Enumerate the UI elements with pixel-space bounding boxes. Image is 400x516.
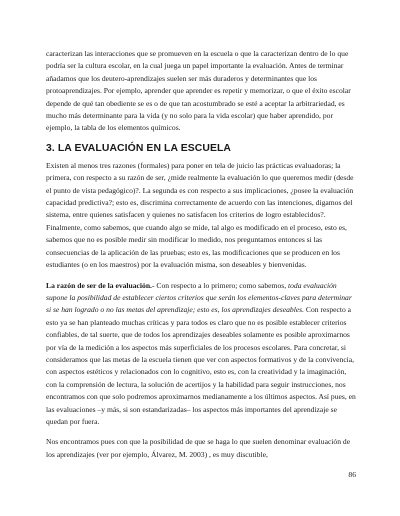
section-heading: 3. LA EVALUACIÓN EN LA ESCUELA (46, 142, 232, 154)
page-number: 86 (348, 470, 356, 479)
paragraph-final: Nos encontramos pues con que la posibilidad de que se haga lo que suelen denominar evaluación de los aprendizajes (ver por ejemplo, Álvarez, M. 2003) , es muy discutible, (46, 437, 351, 459)
paragraph-text-b: Con respecto a esto ya se han planteado muchas críticas y para todos es claro que no es posible establecer criterios confiables, de tal suerte, que de todos los aprendizajes deseables solamente es posible aproximarnos por vía de la medición a los aspectos más superficiales de los procesos escolares. Para concretar, si consideramos que las metas de la escuela tienen que ver con aspectos formativos y de la convivencia, con aspectos estéticos y relacionados con lo cognitivo, esto es, con la creatividad y la imaginación, con la comprensión de lectura, la solución de acertijos y la habilidad para seguir instrucciones, nos encontramos con que solo podremos aproximarnos medianamente a los últimos aspectos. Así pues, en las evaluaciones –y más, si son estandarizadas– los aspectos más importantes del aprendizaje se quedan por fuera. (46, 305, 356, 426)
paragraph-three-reasons: Existen al menos tres razones (formales) para poner en tela de juicio las prácticas evaluadoras; la primera, con respecto a su razón de ser, ¿mide realmente la evaluación lo que queremos medir (desde el punto de vista pedagógico)?. La segunda es con respecto a sus implicaciones, ¿posee la evaluación capacidad predictiva?; esto es, discrimina correctamente de acuerdo con las intenciones, digamos del sistema, entre quienes satisfacen y quienes no satisfacen los criterios de logro establecidos?. Finalmente, como sabemos, que cuando algo se mide, tal algo es modificado en el proceso, esto es, sabemos que no es posible medir sin modificar lo medido, nos preguntamos entonces si las consecuencias de la aplicación de las pruebas; esto es, las modificaciones que se producen en los estudiantes (o en los maestros) por la evaluación misma, son deseables y bienvenidas. (46, 160, 354, 270)
paragraph-reason-of-being (46, 280, 356, 429)
paragraph-italic-quote: toda evaluación supone la posibilidad de establecer ciertos criterios que serán los elementos-claves para determinar si se han logrado o no las metas del aprendizaje; esto es, los aprendizajes deseables. (46, 280, 352, 315)
document-page (46, 48, 356, 469)
paragraph-lead-title: La razón de ser de la evaluación.- (46, 280, 155, 290)
paragraph-intro: caracterizan las interacciones que se promueven en la escuela o que la caracterizan dentro de lo que podría ser la cultura escolar, en la cual juega un papel importante la evaluación. Antes de terminar añadamos que los deutero-aprendizajes suelen ser más duraderos y determinantes que los protoaprendizajes. Por ejemplo, aprender que aprender es repetir y memorizar, o que el éxito escolar depende de qué tan obediente se es o de que tan acostumbrado se esté a aceptar la arbitrariedad, es mucho más determinante para la vida (y no solo para la vida escolar) que haber aprendido, por ejemplo, la tabla de los elementos químicos. (46, 49, 351, 133)
paragraph-text-a: Con respecto a lo primero; como sabemos, (154, 280, 288, 290)
